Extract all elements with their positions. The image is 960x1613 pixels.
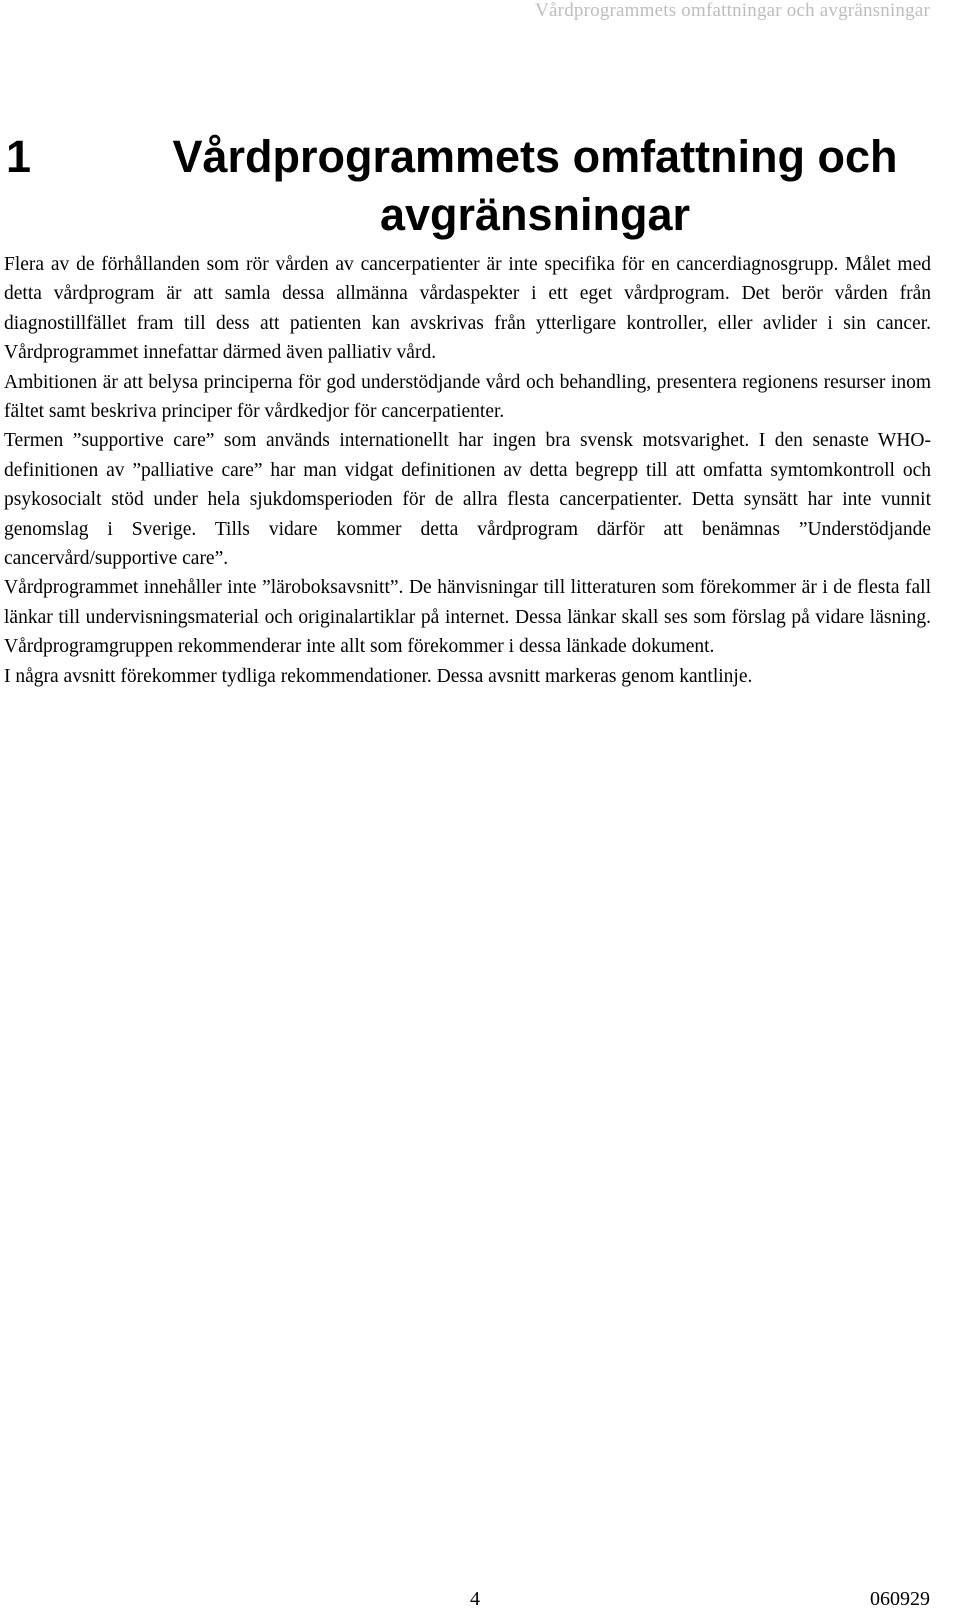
paragraph-terminology: Termen ”supportive care” som används internationellt har ingen bra svensk motsvarighet. I den senaste WHO-definitionen av ”palliative care” har man vidgat definitionen av detta begrepp till att omfatta symtomkontroll och psykosocialt stöd under hela sjukdomsperioden för de allra flesta cancerpatienter. Detta synsätt har inte vunnit genomslag i Sverige. Tills vidare kommer detta vårdprogram därför att benämnas ”Understödjande cancervård/supportive care”. — [4, 430, 931, 570]
page-number: 4 — [470, 1588, 480, 1610]
paragraph-ambition: Ambitionen är att belysa principerna för god understödjande vård och behandling, presentera regionens resurser inom fältet samt beskriva principer för vårdkedjor för cancerpatienter. — [4, 371, 931, 423]
chapter-number: 1 — [6, 131, 32, 183]
chapter-title: Vårdprogrammets omfattning och avgränsningar — [172, 131, 898, 241]
running-header: Vårdprogrammets omfattningar och avgränsningar — [535, 0, 930, 21]
body-text — [4, 250, 931, 691]
paragraph-recommendations: I några avsnitt förekommer tydliga rekommendationer. Dessa avsnitt markeras genom kantlinje. — [4, 665, 753, 687]
document-date-code: 060929 — [870, 1588, 930, 1610]
paragraph-references: Vårdprogrammet innehåller inte ”läroboksavsnitt”. De hänvisningar till litteraturen som förekommer är i de flesta fall länkar till undervisningsmaterial och originalartiklar på internet. Dessa länkar skall ses som förslag på vidare läsning. Vårdprogramgruppen rekommenderar inte allt som förekommer i dessa länkade dokument. — [4, 577, 931, 658]
chapter-heading — [6, 128, 954, 244]
paragraph-scope: Flera av de förhållanden som rör vården av cancerpatienter är inte specifika för en cancerdiagnosgrupp. Målet med detta vårdprogram är att samla dessa allmänna vårdaspekter i ett eget vårdprogram. Det berör vården från diagnostillfället fram till dess att patienten kan avskrivas från ytterligare kontroller, eller avlider i sin cancer. Vårdprogrammet innefattar därmed även palliativ vård. — [4, 254, 931, 364]
